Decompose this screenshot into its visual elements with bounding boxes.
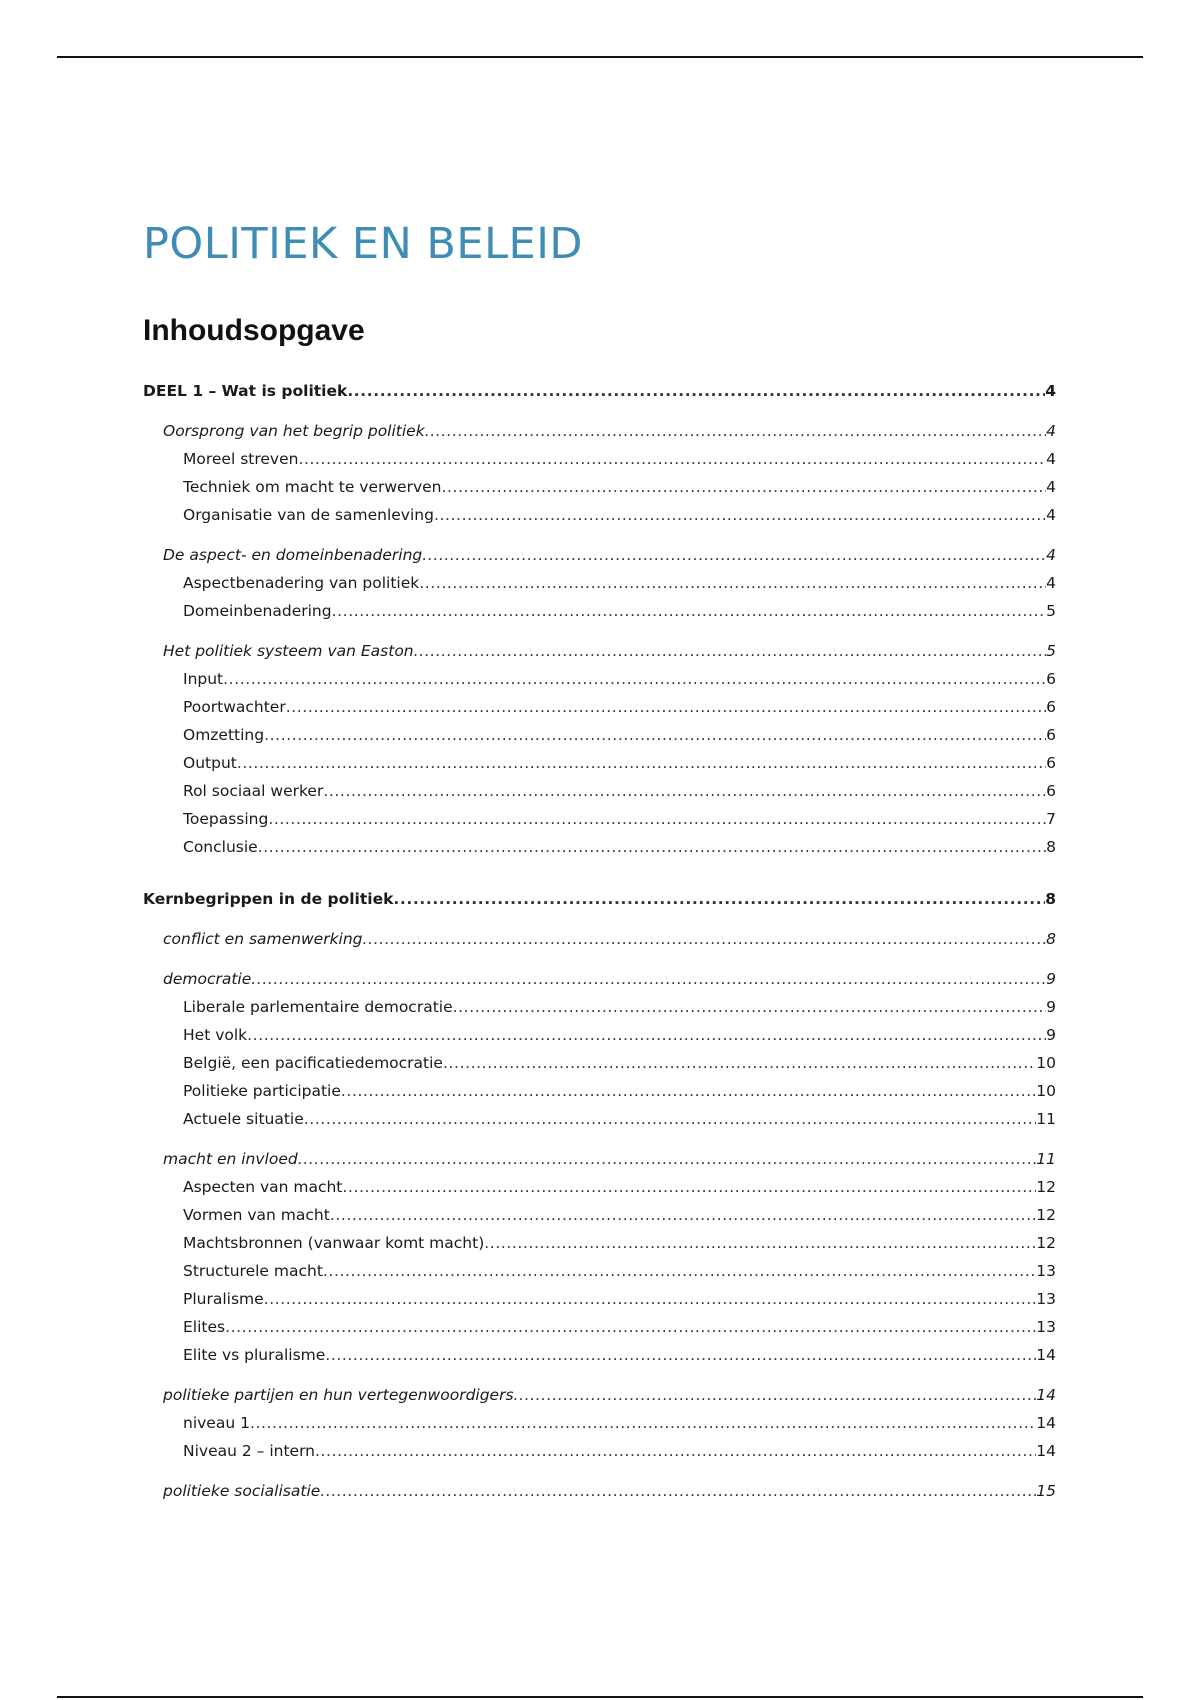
- dot-leader: [443, 1054, 1036, 1072]
- toc-entry-page: 15: [1036, 1482, 1056, 1500]
- toc-entry-page: 5: [1046, 602, 1056, 620]
- dot-leader: [441, 478, 1046, 496]
- toc-entry-label: Elite vs pluralisme: [183, 1346, 326, 1364]
- toc-entry[interactable]: [143, 1178, 1056, 1206]
- dot-leader: [258, 838, 1046, 856]
- dot-leader: [315, 1442, 1036, 1460]
- dot-leader: [323, 1262, 1036, 1280]
- dot-leader: [514, 1386, 1037, 1404]
- dot-leader: [414, 642, 1046, 660]
- dot-leader: [363, 930, 1047, 948]
- dot-leader: [434, 506, 1046, 524]
- toc-entry-label: Output: [183, 754, 237, 772]
- dot-leader: [264, 726, 1046, 744]
- toc-entry[interactable]: [143, 602, 1056, 630]
- toc-entry-page: 6: [1046, 698, 1056, 716]
- dot-leader: [347, 382, 1045, 400]
- dot-leader: [323, 782, 1046, 800]
- toc-entry-page: 10: [1036, 1054, 1056, 1072]
- toc-entry-label: Input: [183, 670, 224, 688]
- toc-entry[interactable]: [143, 970, 1056, 998]
- toc-entry[interactable]: [143, 1054, 1056, 1082]
- dot-leader: [341, 1082, 1036, 1100]
- toc-entry[interactable]: [143, 574, 1056, 602]
- toc-entry-label: Het politiek systeem van Easton: [163, 642, 414, 660]
- toc-entry-page: 4: [1046, 546, 1056, 564]
- toc-entry-label: Pluralisme: [183, 1290, 264, 1308]
- toc-entry-page: 6: [1046, 782, 1056, 800]
- toc-entry-label: conflict en samenwerking: [163, 930, 363, 948]
- bottom-rule: [57, 1696, 1143, 1698]
- toc-entry-page: 6: [1046, 670, 1056, 688]
- toc-entry[interactable]: [143, 726, 1056, 754]
- toc-entry[interactable]: [143, 1110, 1056, 1138]
- toc-entry-page: 9: [1046, 970, 1056, 988]
- toc-entry[interactable]: [143, 698, 1056, 726]
- dot-leader: [250, 1414, 1036, 1432]
- dot-leader: [422, 546, 1046, 564]
- dot-leader: [247, 1026, 1046, 1044]
- toc-entry[interactable]: [143, 1386, 1056, 1414]
- toc-entry-label: politieke socialisatie: [163, 1482, 321, 1500]
- toc-entry-page: 9: [1046, 998, 1056, 1016]
- dot-leader: [453, 998, 1047, 1016]
- toc-entry[interactable]: [143, 782, 1056, 810]
- toc-entry-page: 13: [1036, 1262, 1056, 1280]
- dot-leader: [237, 754, 1046, 772]
- dot-leader: [425, 422, 1046, 440]
- dot-leader: [332, 602, 1047, 620]
- toc-entry[interactable]: [143, 890, 1056, 918]
- toc-entry-page: 5: [1046, 642, 1056, 660]
- toc-entry[interactable]: [143, 422, 1056, 450]
- toc-entry-page: 7: [1046, 810, 1056, 828]
- toc-entry-page: 11: [1036, 1150, 1056, 1168]
- toc-entry-page: 4: [1046, 506, 1056, 524]
- toc-entry-label: Omzetting: [183, 726, 265, 744]
- toc-entry-label: Actuele situatie: [183, 1110, 304, 1128]
- toc-entry[interactable]: [143, 1150, 1056, 1178]
- toc-entry-label: Politieke participatie: [183, 1082, 341, 1100]
- toc-entry[interactable]: [143, 382, 1056, 410]
- dot-leader: [320, 1482, 1036, 1500]
- toc-entry-page: 13: [1036, 1290, 1056, 1308]
- toc-entry-label: De aspect- en domeinbenadering: [163, 546, 423, 564]
- toc-entry-label: Niveau 2 – intern: [183, 1442, 315, 1460]
- toc-entry-label: Moreel streven: [183, 450, 299, 468]
- toc-entry[interactable]: [143, 838, 1056, 866]
- toc-entry-page: 4: [1046, 574, 1056, 592]
- toc-entry[interactable]: [143, 1290, 1056, 1318]
- toc-entry-page: 10: [1036, 1082, 1056, 1100]
- toc-entry-label: Rol sociaal werker: [183, 782, 324, 800]
- toc-entry-page: 8: [1045, 890, 1056, 908]
- toc-entry-label: Domeinbenadering: [183, 602, 332, 620]
- toc-entry-label: niveau 1: [183, 1414, 250, 1432]
- toc-entry[interactable]: [143, 546, 1056, 574]
- toc-entry[interactable]: [143, 1346, 1056, 1374]
- toc-entry-page: 8: [1046, 838, 1056, 856]
- dot-leader: [484, 1234, 1036, 1252]
- toc-entry-label: Liberale parlementaire democratie: [183, 998, 453, 1016]
- dot-leader: [286, 698, 1046, 716]
- toc-entry-page: 6: [1046, 754, 1056, 772]
- toc-entry-page: 9: [1046, 1026, 1056, 1044]
- toc-entry-label: DEEL 1 – Wat is politiek: [143, 382, 348, 400]
- toc-entry-page: 12: [1036, 1206, 1056, 1224]
- dot-leader: [393, 890, 1045, 908]
- toc-entry-label: Kernbegrippen in de politiek: [143, 890, 394, 908]
- table-of-contents: [143, 382, 1056, 1510]
- toc-entry-page: 14: [1036, 1442, 1056, 1460]
- dot-leader: [264, 1290, 1037, 1308]
- toc-entry[interactable]: [143, 478, 1056, 506]
- toc-entry-label: Het volk: [183, 1026, 248, 1044]
- dot-leader: [251, 970, 1046, 988]
- toc-entry[interactable]: [143, 450, 1056, 478]
- toc-entry-page: 4: [1046, 422, 1056, 440]
- toc-entry[interactable]: [143, 1318, 1056, 1346]
- toc-entry[interactable]: [143, 506, 1056, 534]
- toc-entry-label: Aspecten van macht: [183, 1178, 343, 1196]
- toc-entry[interactable]: [143, 754, 1056, 782]
- toc-entry-page: 4: [1045, 382, 1056, 400]
- toc-entry[interactable]: [143, 1206, 1056, 1234]
- dot-leader: [325, 1346, 1036, 1364]
- dot-leader: [298, 450, 1046, 468]
- toc-entry-page: 13: [1036, 1318, 1056, 1336]
- dot-leader: [298, 1150, 1037, 1168]
- toc-entry-label: Toepassing: [183, 810, 269, 828]
- toc-entry-label: Poortwachter: [183, 698, 286, 716]
- toc-entry-page: 14: [1036, 1346, 1056, 1364]
- toc-entry-label: politieke partijen en hun vertegenwoordigers: [163, 1386, 514, 1404]
- toc-entry-label: Structurele macht: [183, 1262, 323, 1280]
- toc-entry-label: Vormen van macht: [183, 1206, 330, 1224]
- toc-entry-page: 14: [1036, 1386, 1056, 1404]
- toc-entry-page: 14: [1036, 1414, 1056, 1432]
- toc-entry[interactable]: [143, 1026, 1056, 1054]
- dot-leader: [304, 1110, 1037, 1128]
- dot-leader: [342, 1178, 1036, 1196]
- toc-entry-page: 12: [1036, 1234, 1056, 1252]
- document-title: POLITIEK EN BELEID: [143, 219, 583, 269]
- toc-entry-page: 4: [1046, 450, 1056, 468]
- toc-entry-label: Techniek om macht te verwerven: [183, 478, 442, 496]
- toc-entry-page: 11: [1036, 1110, 1056, 1128]
- toc-entry[interactable]: [143, 1082, 1056, 1110]
- toc-entry[interactable]: [143, 998, 1056, 1026]
- toc-entry-page: 6: [1046, 726, 1056, 744]
- toc-entry-label: Elites: [183, 1318, 226, 1336]
- toc-entry-label: Aspectbenadering van politiek: [183, 574, 420, 592]
- top-rule: [57, 56, 1143, 58]
- dot-leader: [223, 670, 1046, 688]
- toc-entry[interactable]: [143, 1234, 1056, 1262]
- toc-entry[interactable]: [143, 1482, 1056, 1510]
- toc-entry[interactable]: [143, 1262, 1056, 1290]
- toc-entry-page: 8: [1046, 930, 1056, 948]
- toc-entry-label: Machtsbronnen (vanwaar komt macht): [183, 1234, 485, 1252]
- toc-entry[interactable]: [143, 930, 1056, 958]
- dot-leader: [330, 1206, 1036, 1224]
- toc-entry[interactable]: [143, 810, 1056, 838]
- toc-entry-page: 4: [1046, 478, 1056, 496]
- toc-entry[interactable]: [143, 1414, 1056, 1442]
- dot-leader: [225, 1318, 1036, 1336]
- toc-heading: Inhoudsopgave: [143, 314, 365, 347]
- toc-entry-label: Oorsprong van het begrip politiek: [163, 422, 425, 440]
- dot-leader: [268, 810, 1046, 828]
- toc-entry[interactable]: [143, 642, 1056, 670]
- toc-entry-label: Organisatie van de samenleving: [183, 506, 434, 524]
- toc-entry-label: macht en invloed: [163, 1150, 298, 1168]
- toc-entry-page: 12: [1036, 1178, 1056, 1196]
- toc-entry[interactable]: [143, 1442, 1056, 1470]
- dot-leader: [419, 574, 1046, 592]
- toc-entry-label: België, een pacificatiedemocratie: [183, 1054, 443, 1072]
- toc-entry-label: Conclusie: [183, 838, 258, 856]
- toc-entry-label: democratie: [163, 970, 252, 988]
- toc-entry[interactable]: [143, 670, 1056, 698]
